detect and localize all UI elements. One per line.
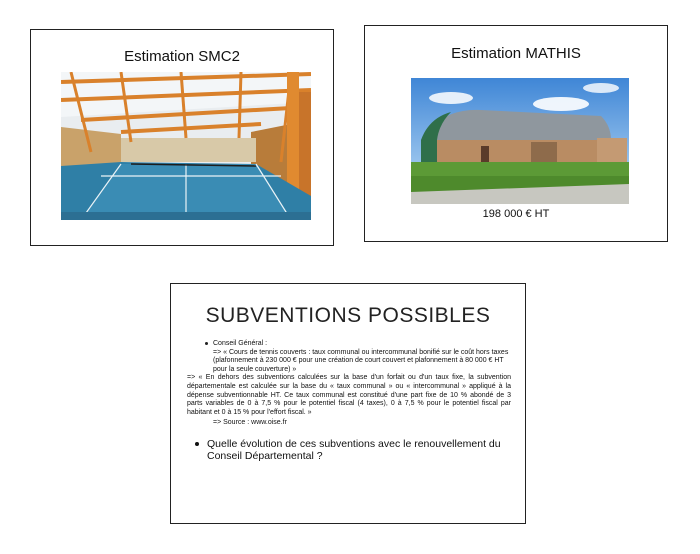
slide-title: Estimation SMC2 [124, 48, 240, 65]
question-bullet [195, 438, 505, 462]
slide-title: Estimation MATHIS [451, 45, 581, 62]
question-text: Quelle évolution de ces subventions avec le renouvellement du Conseil Départemental ? [207, 438, 501, 462]
slide-subventions [170, 283, 526, 524]
slide-title: SUBVENTIONS POSSIBLES [205, 304, 491, 327]
bullet-text: => « Cours de tennis couverts : taux communal ou intercommunal bonifié sur le coût hors taxes (plafonnement à 230 000 € pour une création de court couvert et plafonnement à 80 000 € HT pour la seule couverture) » [213, 348, 509, 373]
bullet-conseil-general [187, 340, 511, 349]
price-label: 198 000 € HT [482, 208, 550, 220]
bullet-icon [195, 442, 199, 446]
bullet-head: Conseil Général : [213, 340, 268, 347]
subvention-calculation-text: => « En dehors des subventions calculées sur la base d'un forfait ou d'un taux fixe, la subvention départementale est calculée sur la base du « taux communal » ou « intercommunal » appliqué à la dépense subventionnable HT. Ce taux communal est constitué d'une part fixe de 10 % abondé de 3 parts variables de 0 à 7,5 % pour le potentiel fiscal (4 taxes), 0 à 7,5 % pour le potentiel fiscal par habitant et 0 à 15 % pour l'effort fiscal. » [187, 374, 511, 416]
subventions-details [187, 340, 511, 428]
bullet-icon [205, 342, 208, 345]
slide-estimation-smc2 [30, 29, 334, 246]
slide-estimation-mathis [364, 25, 668, 242]
tennis-hall-building-photo [411, 78, 629, 204]
source-line: => Source : www.oise.fr [213, 419, 287, 427]
indoor-tennis-court-photo [61, 72, 311, 220]
